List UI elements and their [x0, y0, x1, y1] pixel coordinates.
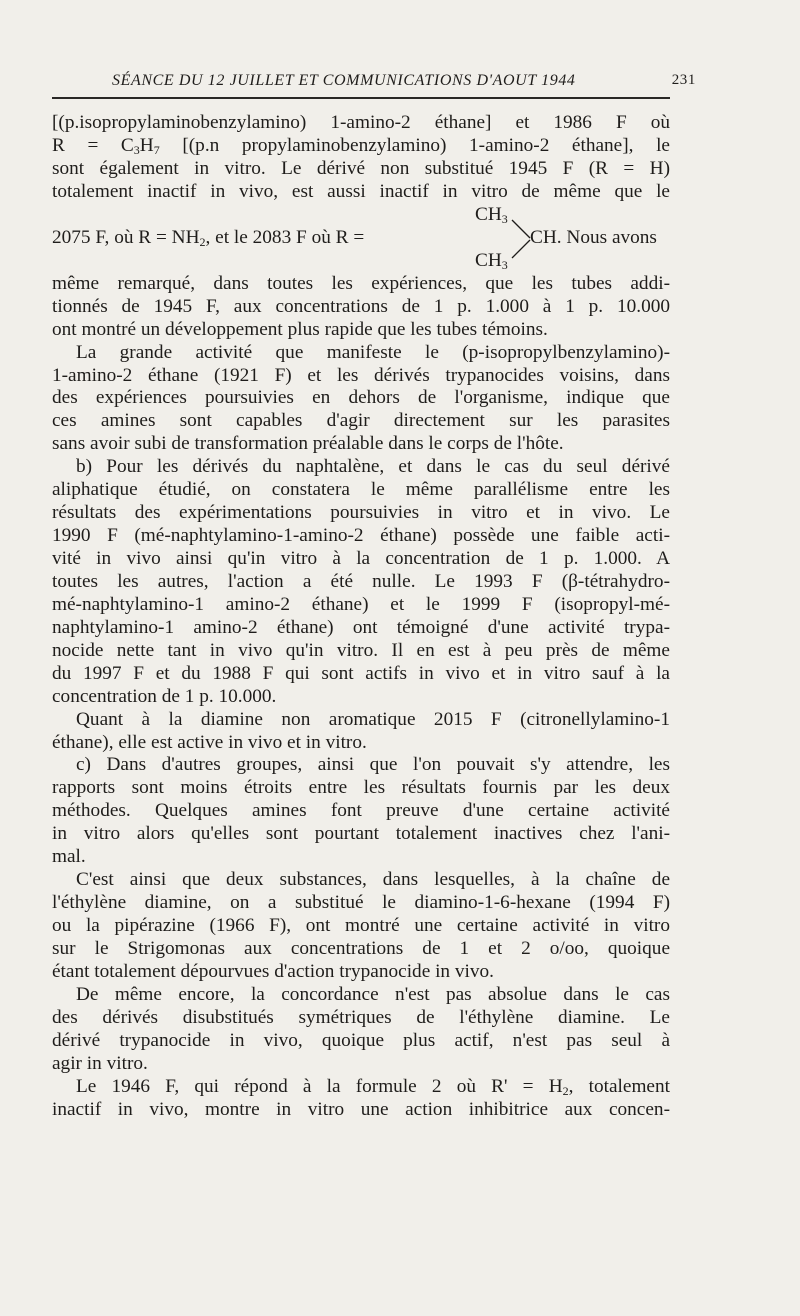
running-head: SÉANCE DU 12 JUILLET ET COMMUNICATIONS D'AOUT 1944: [112, 72, 576, 89]
text-line: La grande activité que manifeste le (p-isopropylbenzylamino)-: [76, 341, 670, 363]
text-line: ont montré un développement plus rapide que les tubes témoins.: [52, 318, 548, 340]
text-line: ou la pipérazine (1966 F), ont montré une certaine activité in vitro: [52, 915, 670, 936]
text-line: totalement inactif in vivo, est aussi inactif in vitro de même que le: [52, 180, 670, 202]
text-line: résultats des expérimentations poursuivies in vitro et in vivo. Le: [52, 502, 670, 524]
text-line: rapports sont moins étroits entre les résultats fournis par les deux: [52, 777, 670, 799]
formula-ch3-bottom: $CH_3$: [475, 249, 508, 272]
text-line: [(p.isopropylaminobenzylamino) 1-amino-2 éthane] et 1986 F où: [52, 112, 670, 133]
isopropyl-formula: [52, 204, 670, 273]
text-line: sont également in vitro. Le dérivé non substitué 1945 F (R = H): [52, 157, 670, 179]
text-line: agir in vitro.: [52, 1052, 148, 1074]
text-line: 1-amino-2 éthane (1921 F) et les dérivés trypanocides voisins, dans: [52, 364, 670, 386]
text-line: b) Pour les dérivés du naphtalène, et dans le cas du seul dérivé: [76, 456, 670, 478]
text-line: sur le Strigomonas aux concentrations de 1 et 2 o/oo, quoique: [52, 937, 670, 959]
text-line: De même encore, la concordance n'est pas absolue dans le cas: [76, 983, 670, 1005]
text-line: nocide nette tant in vivo qu'in vitro. Il en est à peu près de même: [52, 639, 670, 661]
text-line: C'est ainsi que deux substances, dans lesquelles, à la chaîne de: [76, 869, 670, 891]
formula-ch3-top: $CH_3$: [475, 203, 508, 226]
text-line: même remarqué, dans toutes les expériences, que les tubes addi-: [52, 272, 670, 294]
text-line: l'éthylène diamine, on a substitué le diamino-1-6-hexane (1994 F): [52, 892, 670, 914]
text-line: ces amines sont capables d'agir directement sur les parasites: [52, 410, 670, 432]
page-header: [52, 70, 696, 94]
text-line: inactif in vivo, montre in vitro une action inhibitrice aux concen-: [52, 1098, 670, 1120]
text-line: concentration de 1 p. 10.000.: [52, 685, 277, 707]
body-text: [52, 112, 670, 1121]
text-line: dérivé trypanocide in vivo, quoique plus actif, n'est pas seul à: [52, 1029, 670, 1051]
text-line: Le 1946 F, qui répond à la formule 2 où $R' = H_2$, totalement: [76, 1075, 670, 1098]
text-line: du 1997 F et du 1988 F qui sont actifs in vivo et in vitro sauf à la: [52, 662, 670, 684]
text-line: toutes les autres, l'action a été nulle. Le 1993 F (β-tétrahydro-: [52, 570, 670, 592]
formula-ch-tail: CH. Nous avons: [530, 226, 657, 248]
header-rule: [52, 97, 670, 99]
text-line: 1990 F (mé-naphtylamino-1-amino-2 éthane) possède une faible acti-: [52, 525, 670, 547]
page-number: 231: [671, 72, 696, 88]
formula-lead: 2075 F, où $R = NH_2$, et le 2083 F où R =: [52, 226, 365, 249]
text-line: $R = C_3H_7$ [(p.n propylaminobenzylamino) 1-amino-2 éthane], le: [52, 134, 670, 157]
text-line: vité in vivo ainsi qu'in vitro à la concentration de 1 p. 1.000. A: [52, 548, 670, 569]
text-line: étant totalement dépourvues d'action trypanocide in vivo.: [52, 960, 494, 982]
text-line: mé-naphtylamino-1 amino-2 éthane) et le 1999 F (isopropyl-mé-: [52, 593, 670, 615]
text-line: tionnés de 1945 F, aux concentrations de 1 p. 1.000 à 1 p. 10.000: [52, 295, 670, 317]
text-line: Quant à la diamine non aromatique 2015 F (citronellylamino-1: [76, 708, 670, 730]
text-line: mal.: [52, 846, 86, 868]
text-line: aliphatique étudié, on constatera le même parallélisme entre les: [52, 479, 670, 501]
text-line: des expériences poursuivies en dehors de l'organisme, indique que: [52, 387, 670, 409]
formula-bond-lines: [510, 218, 532, 260]
text-line: éthane), elle est active in vivo et in vitro.: [52, 731, 367, 753]
text-line: naphtylamino-1 amino-2 éthane) ont témoigné d'une activité trypa-: [52, 616, 670, 638]
text-line: sans avoir subi de transformation préalable dans le corps de l'hôte.: [52, 433, 564, 455]
text-line: méthodes. Quelques amines font preuve d'une certaine activité: [52, 800, 670, 822]
text-line: des dérivés disubstitués symétriques de l'éthylène diamine. Le: [52, 1006, 670, 1028]
text-line: in vitro alors qu'elles sont pourtant totalement inactives chez l'ani-: [52, 823, 670, 845]
text-line: c) Dans d'autres groupes, ainsi que l'on pouvait s'y attendre, les: [76, 754, 670, 776]
